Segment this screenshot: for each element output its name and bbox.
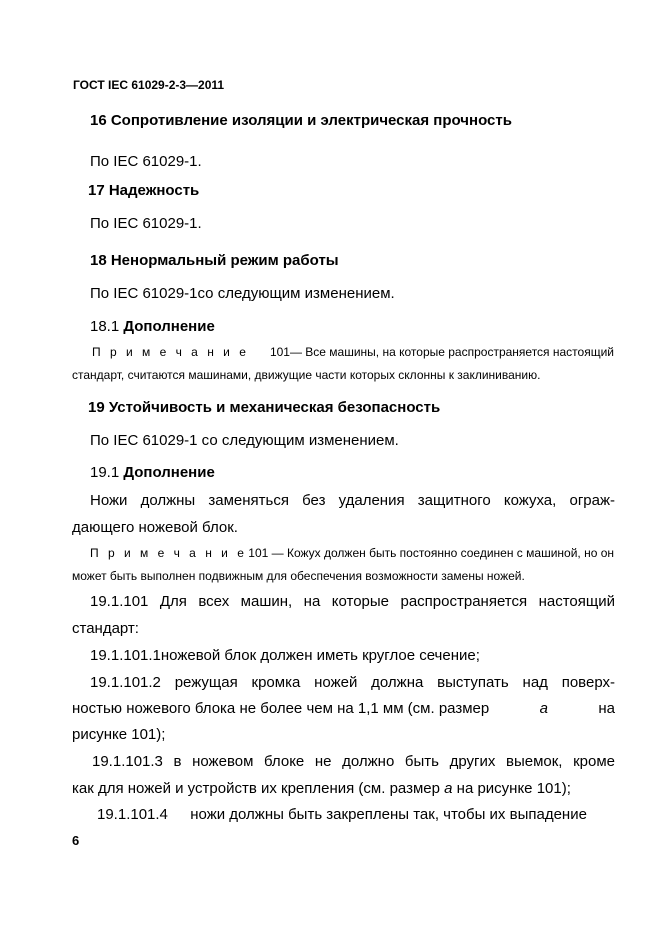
subsection-19-1-title: Дополнение <box>123 464 215 481</box>
section-16-text: По IEC 61029-1. <box>90 153 202 170</box>
subsection-18-1-title: Дополнение <box>123 318 215 335</box>
paragraph-19-1-line-2: дающего ножевой блок. <box>72 519 238 536</box>
note-18-line-1 <box>92 345 614 359</box>
section-19-text: По IEC 61029-1 со следующим изменением. <box>90 432 399 449</box>
subsection-18-1-number: 18.1 <box>90 318 120 335</box>
clause-19-1-101-3-line-1: 19.1.101.3 в ножевом блоке не должно быть других выемок, кроме <box>92 753 615 770</box>
clause-19-1-101-3-tail: на рисунке 101); <box>456 780 571 797</box>
clause-19-1-101-line-1: 19.1.101 Для всех машин, на которые распространяется настоящий <box>90 593 615 610</box>
clause-19-1-101-2-tail: на <box>598 700 615 717</box>
note-18-line-2: стандарт, считаются машинами, движущие части которых склонны к заклиниванию. <box>72 368 541 382</box>
clause-19-1-101-2-var: а <box>539 700 548 717</box>
subsection-19-1 <box>90 464 215 481</box>
note-19-label: П р и м е ч а н и е <box>90 546 247 560</box>
clause-19-1-101-3-var: а <box>444 780 453 797</box>
note-19-line-2: может быть выполнен подвижным для обеспечения возможности замены ножей. <box>72 569 525 583</box>
subsection-19-1-number: 19.1 <box>90 464 120 481</box>
section-17-heading: 17 Надежность <box>88 182 200 199</box>
paragraph-19-1-line-1: Ножи должны заменяться без удаления защитного кожуха, ограж- <box>90 492 615 509</box>
clause-19-1-101-3-text: как для ножей и устройств их крепления (см. размер <box>72 780 440 797</box>
clause-19-1-101-4 <box>97 806 587 823</box>
note-18-label: П р и м е ч а н и е <box>92 345 249 359</box>
clause-19-1-101-3-line-2 <box>72 780 571 797</box>
note-19-line-1 <box>90 546 614 560</box>
clause-19-1-101-4-number: 19.1.101.4 <box>97 806 168 823</box>
clause-19-1-101-2-line-3: рисунке 101); <box>72 726 166 743</box>
subsection-18-1 <box>90 318 215 335</box>
section-19-heading: 19 Устойчивость и механическая безопасность <box>88 399 441 416</box>
document-header: ГОСТ IEC 61029-2-3—2011 <box>73 78 225 92</box>
section-18-text: По IEC 61029-1со следующим изменением. <box>90 285 395 302</box>
clause-19-1-101-2-line-2 <box>72 700 615 717</box>
clause-19-1-101-line-2: стандарт: <box>72 620 139 637</box>
section-18-heading: 18 Ненормальный режим работы <box>90 252 339 269</box>
clause-19-1-101-2-text: ностью ножевого блока не более чем на 1,1 мм (см. размер <box>72 700 490 717</box>
section-17-text: По IEC 61029-1. <box>90 215 202 232</box>
clause-19-1-101-1: 19.1.101.1ножевой блок должен иметь круглое сечение; <box>90 647 480 664</box>
note-19-text-1: 101 — Кожух должен быть постоянно соединен с машиной, но он <box>248 546 614 560</box>
page-number: 6 <box>72 833 80 848</box>
clause-19-1-101-4-text: ножи должны быть закреплены так, чтобы их выпадение <box>190 806 587 823</box>
clause-19-1-101-2-line-1: 19.1.101.2 режущая кромка ножей должна выступать над поверх- <box>90 674 615 691</box>
section-16-heading: 16 Сопротивление изоляции и электрическая прочность <box>90 112 512 129</box>
note-18-text-1: 101— Все машины, на которые распространяется настоящий <box>269 345 614 359</box>
